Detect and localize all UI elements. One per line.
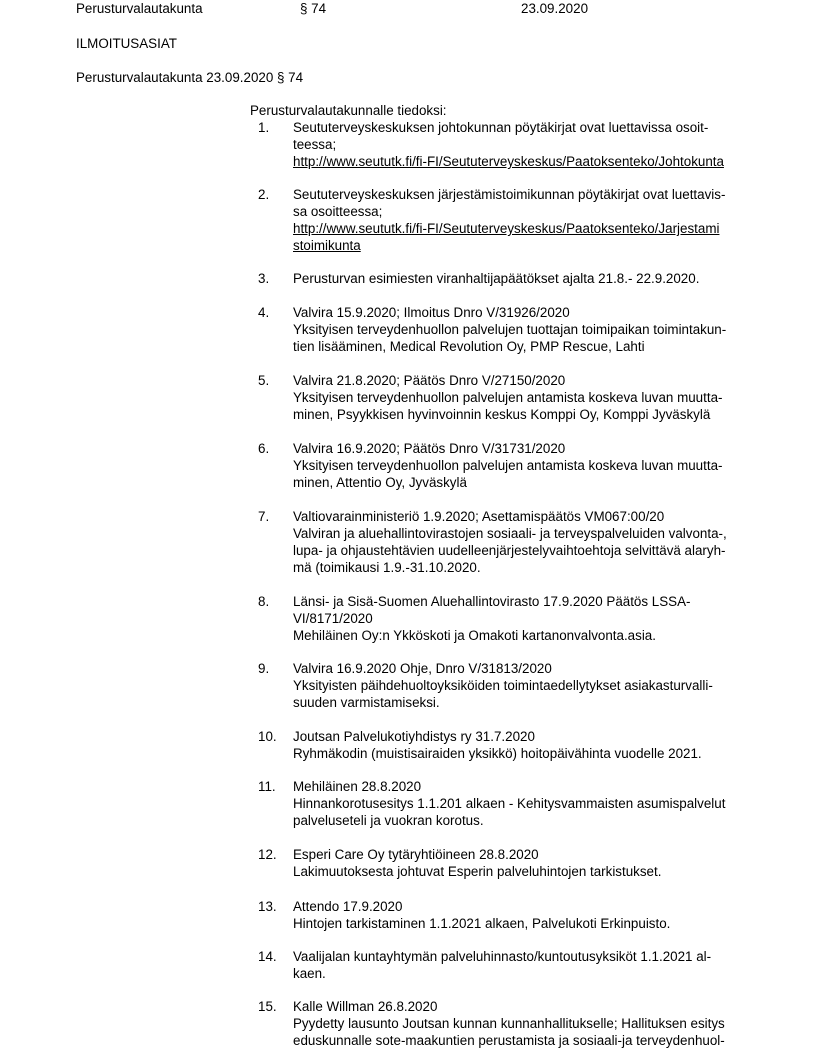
list-item-number: 1. — [258, 120, 270, 135]
list-item-line: Valvira 16.9.2020; Päätös Dnro V/31731/2020 — [293, 441, 566, 456]
list-item-line: Valvira 15.9.2020; Ilmoitus Dnro V/31926/2020 — [293, 305, 570, 320]
list-item-line: Vaalijalan kuntayhtymän palveluhinnasto/kuntoutusyksiköt 1.1.2021 al- — [293, 949, 712, 964]
meeting-reference: Perusturvalautakunta 23.09.2020 § 74 — [76, 70, 304, 85]
list-item-line: palveluseteli ja vuokran korotus. — [293, 813, 484, 828]
list-item-line: minen, Attentio Oy, Jyväskylä — [293, 475, 467, 490]
list-item-line: Joutsan Palvelukotiyhdistys ry 31.7.2020 — [293, 729, 535, 744]
list-item-line: Seututerveyskeskuksen järjestämistoimikunnan pöytäkirjat ovat luettavis- — [293, 187, 726, 202]
list-item-line: Yksityisen terveydenhuollon palvelujen antamista koskeva luvan muutta- — [293, 458, 723, 473]
list-item-line: Seututerveyskeskuksen johtokunnan pöytäkirjat ovat luettavissa osoit- — [293, 120, 709, 135]
header-date: 23.09.2020 — [521, 1, 589, 16]
list-item-line: Mehiläinen 28.8.2020 — [293, 779, 422, 794]
list-item-line: Länsi- ja Sisä-Suomen Aluehallintovirasto 17.9.2020 Päätös LSSA- — [293, 594, 691, 609]
list-item-number: 14. — [258, 949, 277, 964]
intro-text: Perusturvalautakunnalle tiedoksi: — [250, 103, 447, 118]
list-item-line: sa osoitteessa; — [293, 204, 383, 219]
list-item-line: mä (toimikausi 1.9.-31.10.2020. — [293, 560, 481, 575]
list-item-line: teessa; — [293, 137, 337, 152]
list-item-number: 11. — [258, 779, 276, 794]
list-item-number: 13. — [258, 899, 277, 914]
list-item-number: 7. — [258, 509, 270, 524]
list-item-number: 5. — [258, 373, 270, 388]
list-item-text — [293, 440, 722, 491]
list-item-number: 10. — [258, 729, 277, 744]
list-item-text — [293, 778, 725, 829]
list-item-line: kaen. — [293, 966, 326, 981]
list-item-line: Yksityisten päihdehuoltoyksiköiden toimintaedellytykset asiakasturvalli- — [293, 678, 713, 693]
list-item-number: 15. — [258, 999, 277, 1014]
list-item-text — [293, 372, 722, 423]
list-item-line: Hinnankorotusesitys 1.1.201 alkaen - Kehitysvammaisten asumispalvelut — [293, 796, 726, 811]
list-item-line: suuden varmistamiseksi. — [293, 695, 440, 710]
list-item-line: Perusturvan esimiesten viranhaltijapäätökset ajalta 21.8.- 22.9.2020. — [293, 271, 700, 286]
list-item-text — [293, 186, 725, 254]
list-item-text — [293, 304, 726, 355]
list-item-line: tien lisääminen, Medical Revolution Oy, PMP Rescue, Lahti — [293, 339, 645, 354]
link[interactable]: stoimikunta — [293, 238, 361, 253]
link[interactable]: http://www.seututk.fi/fi-FI/Seututerveyskeskus/Paatoksenteko/Johtokunta — [293, 154, 724, 169]
list-item-line: Hintojen tarkistaminen 1.1.2021 alkaen, Palvelukoti Erkinpuisto. — [293, 916, 671, 931]
list-item-text — [293, 948, 711, 982]
list-item-line: Mehiläinen Oy:n Ykköskoti ja Omakoti kartanonvalvonta.asia. — [293, 628, 656, 643]
header-section: § 74 — [300, 1, 327, 16]
list-item-text — [293, 119, 724, 170]
list-item-line: Yksityisen terveydenhuollon palvelujen antamista koskeva luvan muutta- — [293, 390, 723, 405]
list-item-number: 2. — [258, 187, 270, 202]
list-item-line: Valvira 16.9.2020 Ohje, Dnro V/31813/2020 — [293, 661, 552, 676]
list-item-text — [293, 728, 702, 762]
list-item-number: 9. — [258, 661, 270, 676]
list-item-line: Valviran ja aluehallintovirastojen sosiaali- ja terveyspalveluiden valvonta-, — [293, 526, 727, 541]
list-item-line: Attendo 17.9.2020 — [293, 899, 403, 914]
list-item-text — [293, 593, 691, 644]
header-committee: Perusturvalautakunta — [76, 1, 203, 16]
list-item-line: Yksityisen terveydenhuollon palvelujen tuottajan toimipaikan toimintakun- — [293, 322, 727, 337]
list-item-text — [293, 270, 699, 287]
list-item-number: 12. — [258, 847, 277, 862]
list-item-text — [293, 898, 670, 932]
list-item-line: Valvira 21.8.2020; Päätös Dnro V/27150/2020 — [293, 373, 566, 388]
list-item-line: Esperi Care Oy tytäryhtiöineen 28.8.2020 — [293, 847, 539, 862]
list-item-line: Lakimuutoksesta johtuvat Esperin palveluhintojen tarkistukset. — [293, 864, 662, 879]
list-item-number: 3. — [258, 271, 270, 286]
link[interactable]: http://www.seututk.fi/fi-FI/Seututerveyskeskus/Paatoksenteko/Jarjestami — [293, 221, 720, 236]
list-item-line: VI/8171/2020 — [293, 611, 373, 626]
list-item-text — [293, 998, 725, 1049]
list-item-line: lupa- ja ohjaustehtävien uudelleenjärjestelyvaihtoehtoja selvittävä alaryh- — [293, 543, 726, 558]
list-item-line: eduskunnalle sote-maakuntien perustamista ja sosiaali-ja terveydenhuol- — [293, 1033, 725, 1048]
list-item-number: 8. — [258, 594, 270, 609]
page-title: ILMOITUSASIAT — [76, 36, 177, 51]
list-item-text — [293, 846, 661, 880]
list-item-line: minen, Psyykkisen hyvinvoinnin keskus Komppi Oy, Komppi Jyväskylä — [293, 407, 711, 422]
list-item-line: Kalle Willman 26.8.2020 — [293, 999, 438, 1014]
list-item-number: 4. — [258, 305, 270, 320]
list-item-number: 6. — [258, 441, 270, 456]
list-item-line: Ryhmäkodin (muistisairaiden yksikkö) hoitopäivähinta vuodelle 2021. — [293, 746, 702, 761]
list-item-text — [293, 660, 713, 711]
list-item-text — [293, 508, 727, 576]
list-item-line: Pyydetty lausunto Joutsan kunnan kunnanhallitukselle; Hallituksen esitys — [293, 1016, 725, 1031]
list-item-line: Valtiovarainministeriö 1.9.2020; Asettamispäätös VM067:00/20 — [293, 509, 665, 524]
